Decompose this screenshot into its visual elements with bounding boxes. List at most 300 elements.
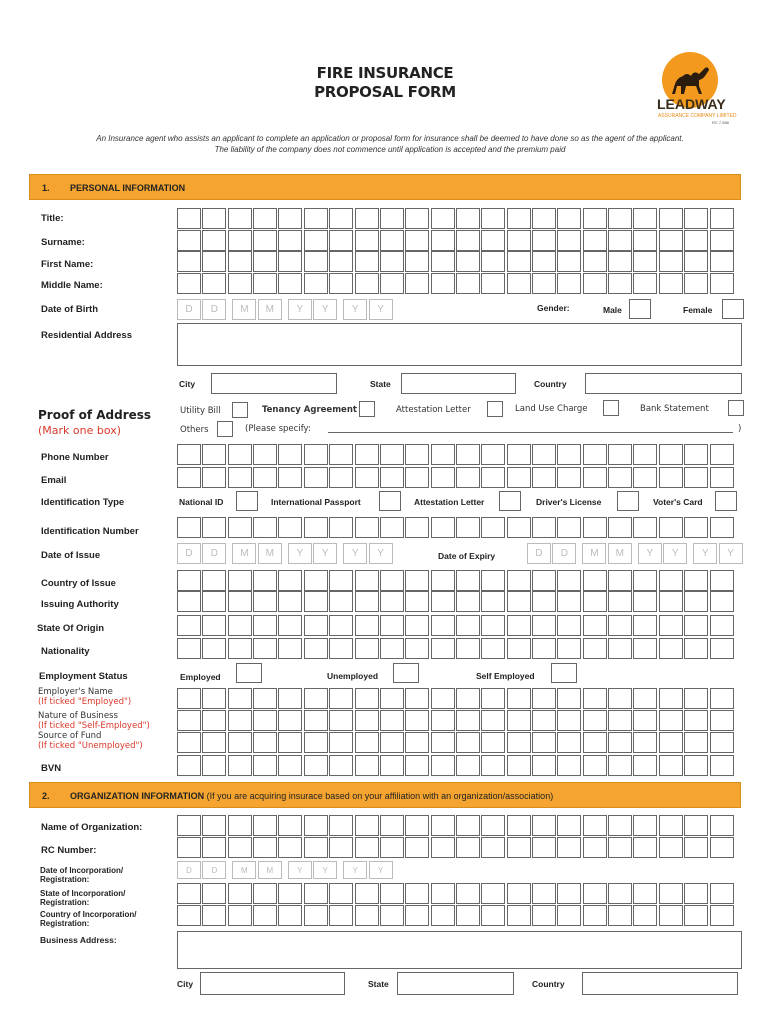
char-cell[interactable] — [405, 710, 429, 731]
char-cell[interactable] — [355, 815, 379, 836]
char-cell[interactable] — [659, 615, 683, 636]
char-cell[interactable] — [507, 732, 531, 753]
char-cell[interactable] — [710, 755, 734, 776]
char-cell[interactable] — [431, 710, 455, 731]
char-cell[interactable] — [456, 755, 480, 776]
char-cell[interactable] — [304, 755, 328, 776]
char-cell[interactable] — [710, 591, 734, 612]
char-cell[interactable] — [481, 710, 505, 731]
char-cell[interactable] — [380, 638, 404, 659]
char-cell[interactable] — [202, 570, 226, 591]
char-cell[interactable] — [405, 570, 429, 591]
char-cell[interactable] — [456, 732, 480, 753]
char-cell[interactable] — [684, 710, 708, 731]
char-cell[interactable] — [633, 688, 657, 709]
char-cell[interactable] — [405, 591, 429, 612]
char-cell[interactable] — [557, 591, 581, 612]
char-cell[interactable] — [329, 688, 353, 709]
char-cell[interactable] — [177, 467, 201, 488]
char-cell[interactable] — [278, 815, 302, 836]
char-cell[interactable] — [633, 230, 657, 251]
date-cell[interactable]: D — [202, 543, 226, 564]
land-use-checkbox[interactable] — [603, 400, 619, 416]
char-cell[interactable] — [710, 905, 734, 926]
char-cell[interactable] — [278, 755, 302, 776]
char-cell[interactable] — [329, 883, 353, 904]
org-city-field[interactable] — [200, 972, 345, 995]
char-cell[interactable] — [532, 444, 556, 465]
char-cell[interactable] — [380, 732, 404, 753]
char-cell[interactable] — [507, 688, 531, 709]
phone-grid[interactable] — [177, 444, 735, 465]
char-cell[interactable] — [329, 251, 353, 272]
date-cell[interactable]: M — [232, 861, 256, 879]
date-cell[interactable]: Y — [313, 543, 337, 564]
char-cell[interactable] — [659, 230, 683, 251]
char-cell[interactable] — [202, 467, 226, 488]
char-cell[interactable] — [380, 615, 404, 636]
char-cell[interactable] — [507, 638, 531, 659]
char-cell[interactable] — [177, 591, 201, 612]
title-grid[interactable] — [177, 208, 735, 229]
char-cell[interactable] — [557, 732, 581, 753]
utility-bill-checkbox[interactable] — [232, 402, 248, 418]
char-cell[interactable] — [355, 570, 379, 591]
char-cell[interactable] — [253, 444, 277, 465]
char-cell[interactable] — [456, 467, 480, 488]
char-cell[interactable] — [329, 467, 353, 488]
date-cell[interactable]: D — [177, 861, 201, 879]
char-cell[interactable] — [253, 208, 277, 229]
date-cell[interactable]: Y — [288, 299, 312, 320]
char-cell[interactable] — [684, 688, 708, 709]
date-cell[interactable]: Y — [693, 543, 717, 564]
char-cell[interactable] — [202, 638, 226, 659]
char-cell[interactable] — [253, 517, 277, 538]
state-origin-grid[interactable] — [177, 615, 735, 636]
char-cell[interactable] — [633, 837, 657, 858]
char-cell[interactable] — [583, 517, 607, 538]
char-cell[interactable] — [633, 273, 657, 294]
char-cell[interactable] — [507, 710, 531, 731]
char-cell[interactable] — [253, 732, 277, 753]
char-cell[interactable] — [583, 815, 607, 836]
char-cell[interactable] — [253, 883, 277, 904]
char-cell[interactable] — [608, 273, 632, 294]
char-cell[interactable] — [684, 615, 708, 636]
char-cell[interactable] — [355, 732, 379, 753]
char-cell[interactable] — [557, 444, 581, 465]
char-cell[interactable] — [202, 837, 226, 858]
date-cell[interactable]: Y — [313, 299, 337, 320]
char-cell[interactable] — [659, 837, 683, 858]
date-cell[interactable]: M — [608, 543, 632, 564]
date-cell[interactable]: D — [177, 299, 201, 320]
char-cell[interactable] — [329, 591, 353, 612]
char-cell[interactable] — [177, 732, 201, 753]
char-cell[interactable] — [431, 732, 455, 753]
char-cell[interactable] — [633, 444, 657, 465]
org-state-field[interactable] — [397, 972, 514, 995]
char-cell[interactable] — [481, 837, 505, 858]
char-cell[interactable] — [659, 251, 683, 272]
char-cell[interactable] — [202, 615, 226, 636]
char-cell[interactable] — [557, 905, 581, 926]
char-cell[interactable] — [405, 815, 429, 836]
char-cell[interactable] — [304, 732, 328, 753]
char-cell[interactable] — [431, 755, 455, 776]
char-cell[interactable] — [532, 710, 556, 731]
char-cell[interactable] — [684, 273, 708, 294]
char-cell[interactable] — [253, 591, 277, 612]
char-cell[interactable] — [684, 638, 708, 659]
char-cell[interactable] — [278, 517, 302, 538]
char-cell[interactable] — [633, 517, 657, 538]
char-cell[interactable] — [633, 208, 657, 229]
bank-statement-checkbox[interactable] — [728, 400, 744, 416]
char-cell[interactable] — [659, 755, 683, 776]
char-cell[interactable] — [253, 755, 277, 776]
char-cell[interactable] — [456, 883, 480, 904]
date-cell[interactable]: Y — [288, 543, 312, 564]
char-cell[interactable] — [684, 230, 708, 251]
char-cell[interactable] — [355, 688, 379, 709]
date-cell[interactable]: Y — [313, 861, 337, 879]
char-cell[interactable] — [456, 615, 480, 636]
char-cell[interactable] — [684, 732, 708, 753]
char-cell[interactable] — [380, 273, 404, 294]
char-cell[interactable] — [507, 615, 531, 636]
char-cell[interactable] — [608, 905, 632, 926]
char-cell[interactable] — [380, 883, 404, 904]
char-cell[interactable] — [532, 230, 556, 251]
char-cell[interactable] — [431, 591, 455, 612]
char-cell[interactable] — [481, 638, 505, 659]
char-cell[interactable] — [278, 905, 302, 926]
char-cell[interactable] — [431, 815, 455, 836]
char-cell[interactable] — [583, 638, 607, 659]
state-field[interactable] — [401, 373, 516, 394]
char-cell[interactable] — [304, 273, 328, 294]
char-cell[interactable] — [583, 444, 607, 465]
char-cell[interactable] — [304, 570, 328, 591]
char-cell[interactable] — [380, 467, 404, 488]
char-cell[interactable] — [405, 615, 429, 636]
char-cell[interactable] — [684, 517, 708, 538]
char-cell[interactable] — [380, 444, 404, 465]
char-cell[interactable] — [633, 815, 657, 836]
char-cell[interactable] — [431, 883, 455, 904]
issuing-authority-grid[interactable] — [177, 591, 735, 612]
char-cell[interactable] — [329, 273, 353, 294]
char-cell[interactable] — [177, 905, 201, 926]
char-cell[interactable] — [710, 230, 734, 251]
char-cell[interactable] — [431, 444, 455, 465]
date-cell[interactable]: M — [232, 299, 256, 320]
date-cell[interactable]: Y — [369, 543, 393, 564]
char-cell[interactable] — [304, 230, 328, 251]
char-cell[interactable] — [583, 591, 607, 612]
char-cell[interactable] — [202, 273, 226, 294]
char-cell[interactable] — [557, 837, 581, 858]
char-cell[interactable] — [228, 688, 252, 709]
char-cell[interactable] — [507, 208, 531, 229]
char-cell[interactable] — [532, 883, 556, 904]
char-cell[interactable] — [177, 638, 201, 659]
char-cell[interactable] — [608, 208, 632, 229]
char-cell[interactable] — [532, 615, 556, 636]
char-cell[interactable] — [710, 732, 734, 753]
char-cell[interactable] — [329, 517, 353, 538]
char-cell[interactable] — [405, 905, 429, 926]
char-cell[interactable] — [532, 570, 556, 591]
char-cell[interactable] — [405, 467, 429, 488]
char-cell[interactable] — [431, 208, 455, 229]
char-cell[interactable] — [253, 273, 277, 294]
employed-checkbox[interactable] — [236, 663, 262, 683]
char-cell[interactable] — [608, 732, 632, 753]
char-cell[interactable] — [684, 883, 708, 904]
char-cell[interactable] — [405, 230, 429, 251]
char-cell[interactable] — [608, 638, 632, 659]
char-cell[interactable] — [253, 905, 277, 926]
char-cell[interactable] — [456, 251, 480, 272]
char-cell[interactable] — [253, 467, 277, 488]
char-cell[interactable] — [355, 444, 379, 465]
char-cell[interactable] — [177, 570, 201, 591]
char-cell[interactable] — [253, 230, 277, 251]
char-cell[interactable] — [380, 230, 404, 251]
inc-country-grid[interactable] — [177, 905, 735, 926]
female-checkbox[interactable] — [722, 299, 744, 319]
middle-name-grid[interactable] — [177, 273, 735, 294]
char-cell[interactable] — [380, 208, 404, 229]
char-cell[interactable] — [659, 732, 683, 753]
char-cell[interactable] — [405, 688, 429, 709]
char-cell[interactable] — [304, 591, 328, 612]
char-cell[interactable] — [329, 615, 353, 636]
char-cell[interactable] — [431, 251, 455, 272]
char-cell[interactable] — [278, 883, 302, 904]
char-cell[interactable] — [608, 570, 632, 591]
char-cell[interactable] — [608, 883, 632, 904]
char-cell[interactable] — [507, 467, 531, 488]
char-cell[interactable] — [710, 273, 734, 294]
char-cell[interactable] — [228, 710, 252, 731]
char-cell[interactable] — [557, 755, 581, 776]
char-cell[interactable] — [456, 591, 480, 612]
char-cell[interactable] — [228, 517, 252, 538]
residential-address-field[interactable] — [177, 323, 742, 366]
char-cell[interactable] — [684, 837, 708, 858]
char-cell[interactable] — [557, 883, 581, 904]
char-cell[interactable] — [557, 688, 581, 709]
date-cell[interactable]: D — [527, 543, 551, 564]
char-cell[interactable] — [431, 517, 455, 538]
char-cell[interactable] — [177, 883, 201, 904]
passport-checkbox[interactable] — [379, 491, 401, 511]
char-cell[interactable] — [659, 591, 683, 612]
char-cell[interactable] — [710, 883, 734, 904]
char-cell[interactable] — [710, 815, 734, 836]
char-cell[interactable] — [684, 444, 708, 465]
char-cell[interactable] — [481, 905, 505, 926]
char-cell[interactable] — [633, 591, 657, 612]
char-cell[interactable] — [228, 251, 252, 272]
char-cell[interactable] — [228, 732, 252, 753]
business-address-field[interactable] — [177, 931, 742, 969]
char-cell[interactable] — [583, 251, 607, 272]
char-cell[interactable] — [583, 467, 607, 488]
nationality-grid[interactable] — [177, 638, 735, 659]
char-cell[interactable] — [456, 638, 480, 659]
char-cell[interactable] — [710, 710, 734, 731]
date-cell[interactable]: D — [552, 543, 576, 564]
char-cell[interactable] — [177, 444, 201, 465]
rc-number-grid[interactable] — [177, 837, 735, 858]
char-cell[interactable] — [355, 273, 379, 294]
char-cell[interactable] — [532, 688, 556, 709]
char-cell[interactable] — [228, 815, 252, 836]
char-cell[interactable] — [583, 905, 607, 926]
char-cell[interactable] — [659, 444, 683, 465]
attestation-checkbox[interactable] — [487, 401, 503, 417]
char-cell[interactable] — [431, 905, 455, 926]
char-cell[interactable] — [304, 815, 328, 836]
char-cell[interactable] — [355, 883, 379, 904]
char-cell[interactable] — [583, 755, 607, 776]
char-cell[interactable] — [557, 517, 581, 538]
char-cell[interactable] — [659, 815, 683, 836]
char-cell[interactable] — [507, 883, 531, 904]
char-cell[interactable] — [355, 467, 379, 488]
char-cell[interactable] — [228, 883, 252, 904]
char-cell[interactable] — [481, 230, 505, 251]
char-cell[interactable] — [228, 570, 252, 591]
expiry-date-grid[interactable] — [527, 543, 744, 564]
char-cell[interactable] — [304, 688, 328, 709]
char-cell[interactable] — [380, 755, 404, 776]
char-cell[interactable] — [710, 638, 734, 659]
char-cell[interactable] — [278, 688, 302, 709]
char-cell[interactable] — [329, 444, 353, 465]
char-cell[interactable] — [456, 230, 480, 251]
date-cell[interactable]: Y — [719, 543, 743, 564]
char-cell[interactable] — [532, 251, 556, 272]
char-cell[interactable] — [481, 688, 505, 709]
char-cell[interactable] — [431, 230, 455, 251]
bvn-grid[interactable] — [177, 755, 735, 776]
source-grid[interactable] — [177, 732, 735, 753]
tenancy-checkbox[interactable] — [359, 401, 375, 417]
char-cell[interactable] — [405, 251, 429, 272]
char-cell[interactable] — [557, 570, 581, 591]
date-cell[interactable]: M — [258, 861, 282, 879]
char-cell[interactable] — [202, 688, 226, 709]
char-cell[interactable] — [659, 467, 683, 488]
char-cell[interactable] — [329, 815, 353, 836]
char-cell[interactable] — [633, 732, 657, 753]
char-cell[interactable] — [633, 755, 657, 776]
char-cell[interactable] — [228, 467, 252, 488]
char-cell[interactable] — [583, 710, 607, 731]
male-checkbox[interactable] — [629, 299, 651, 319]
char-cell[interactable] — [405, 208, 429, 229]
char-cell[interactable] — [710, 688, 734, 709]
char-cell[interactable] — [202, 208, 226, 229]
char-cell[interactable] — [278, 837, 302, 858]
char-cell[interactable] — [532, 273, 556, 294]
date-cell[interactable]: D — [202, 861, 226, 879]
char-cell[interactable] — [228, 273, 252, 294]
char-cell[interactable] — [684, 467, 708, 488]
char-cell[interactable] — [659, 570, 683, 591]
char-cell[interactable] — [532, 517, 556, 538]
char-cell[interactable] — [278, 273, 302, 294]
char-cell[interactable] — [481, 732, 505, 753]
char-cell[interactable] — [329, 570, 353, 591]
char-cell[interactable] — [710, 570, 734, 591]
char-cell[interactable] — [507, 570, 531, 591]
char-cell[interactable] — [329, 230, 353, 251]
char-cell[interactable] — [659, 688, 683, 709]
nature-grid[interactable] — [177, 710, 735, 731]
char-cell[interactable] — [278, 570, 302, 591]
char-cell[interactable] — [481, 883, 505, 904]
char-cell[interactable] — [380, 251, 404, 272]
char-cell[interactable] — [684, 251, 708, 272]
char-cell[interactable] — [532, 467, 556, 488]
char-cell[interactable] — [532, 837, 556, 858]
char-cell[interactable] — [659, 208, 683, 229]
char-cell[interactable] — [355, 837, 379, 858]
char-cell[interactable] — [557, 815, 581, 836]
char-cell[interactable] — [228, 208, 252, 229]
char-cell[interactable] — [583, 230, 607, 251]
char-cell[interactable] — [633, 638, 657, 659]
date-cell[interactable]: Y — [369, 299, 393, 320]
char-cell[interactable] — [380, 837, 404, 858]
char-cell[interactable] — [355, 755, 379, 776]
char-cell[interactable] — [355, 638, 379, 659]
char-cell[interactable] — [710, 444, 734, 465]
char-cell[interactable] — [608, 467, 632, 488]
char-cell[interactable] — [659, 905, 683, 926]
char-cell[interactable] — [507, 591, 531, 612]
char-cell[interactable] — [380, 710, 404, 731]
char-cell[interactable] — [557, 615, 581, 636]
char-cell[interactable] — [456, 815, 480, 836]
char-cell[interactable] — [507, 517, 531, 538]
char-cell[interactable] — [304, 444, 328, 465]
char-cell[interactable] — [278, 615, 302, 636]
char-cell[interactable] — [202, 732, 226, 753]
char-cell[interactable] — [557, 208, 581, 229]
char-cell[interactable] — [405, 273, 429, 294]
char-cell[interactable] — [177, 815, 201, 836]
char-cell[interactable] — [380, 570, 404, 591]
issue-date-grid[interactable] — [177, 543, 394, 564]
char-cell[interactable] — [329, 732, 353, 753]
char-cell[interactable] — [608, 615, 632, 636]
char-cell[interactable] — [380, 688, 404, 709]
char-cell[interactable] — [177, 230, 201, 251]
date-cell[interactable]: M — [582, 543, 606, 564]
char-cell[interactable] — [278, 591, 302, 612]
char-cell[interactable] — [228, 591, 252, 612]
char-cell[interactable] — [557, 251, 581, 272]
char-cell[interactable] — [583, 732, 607, 753]
